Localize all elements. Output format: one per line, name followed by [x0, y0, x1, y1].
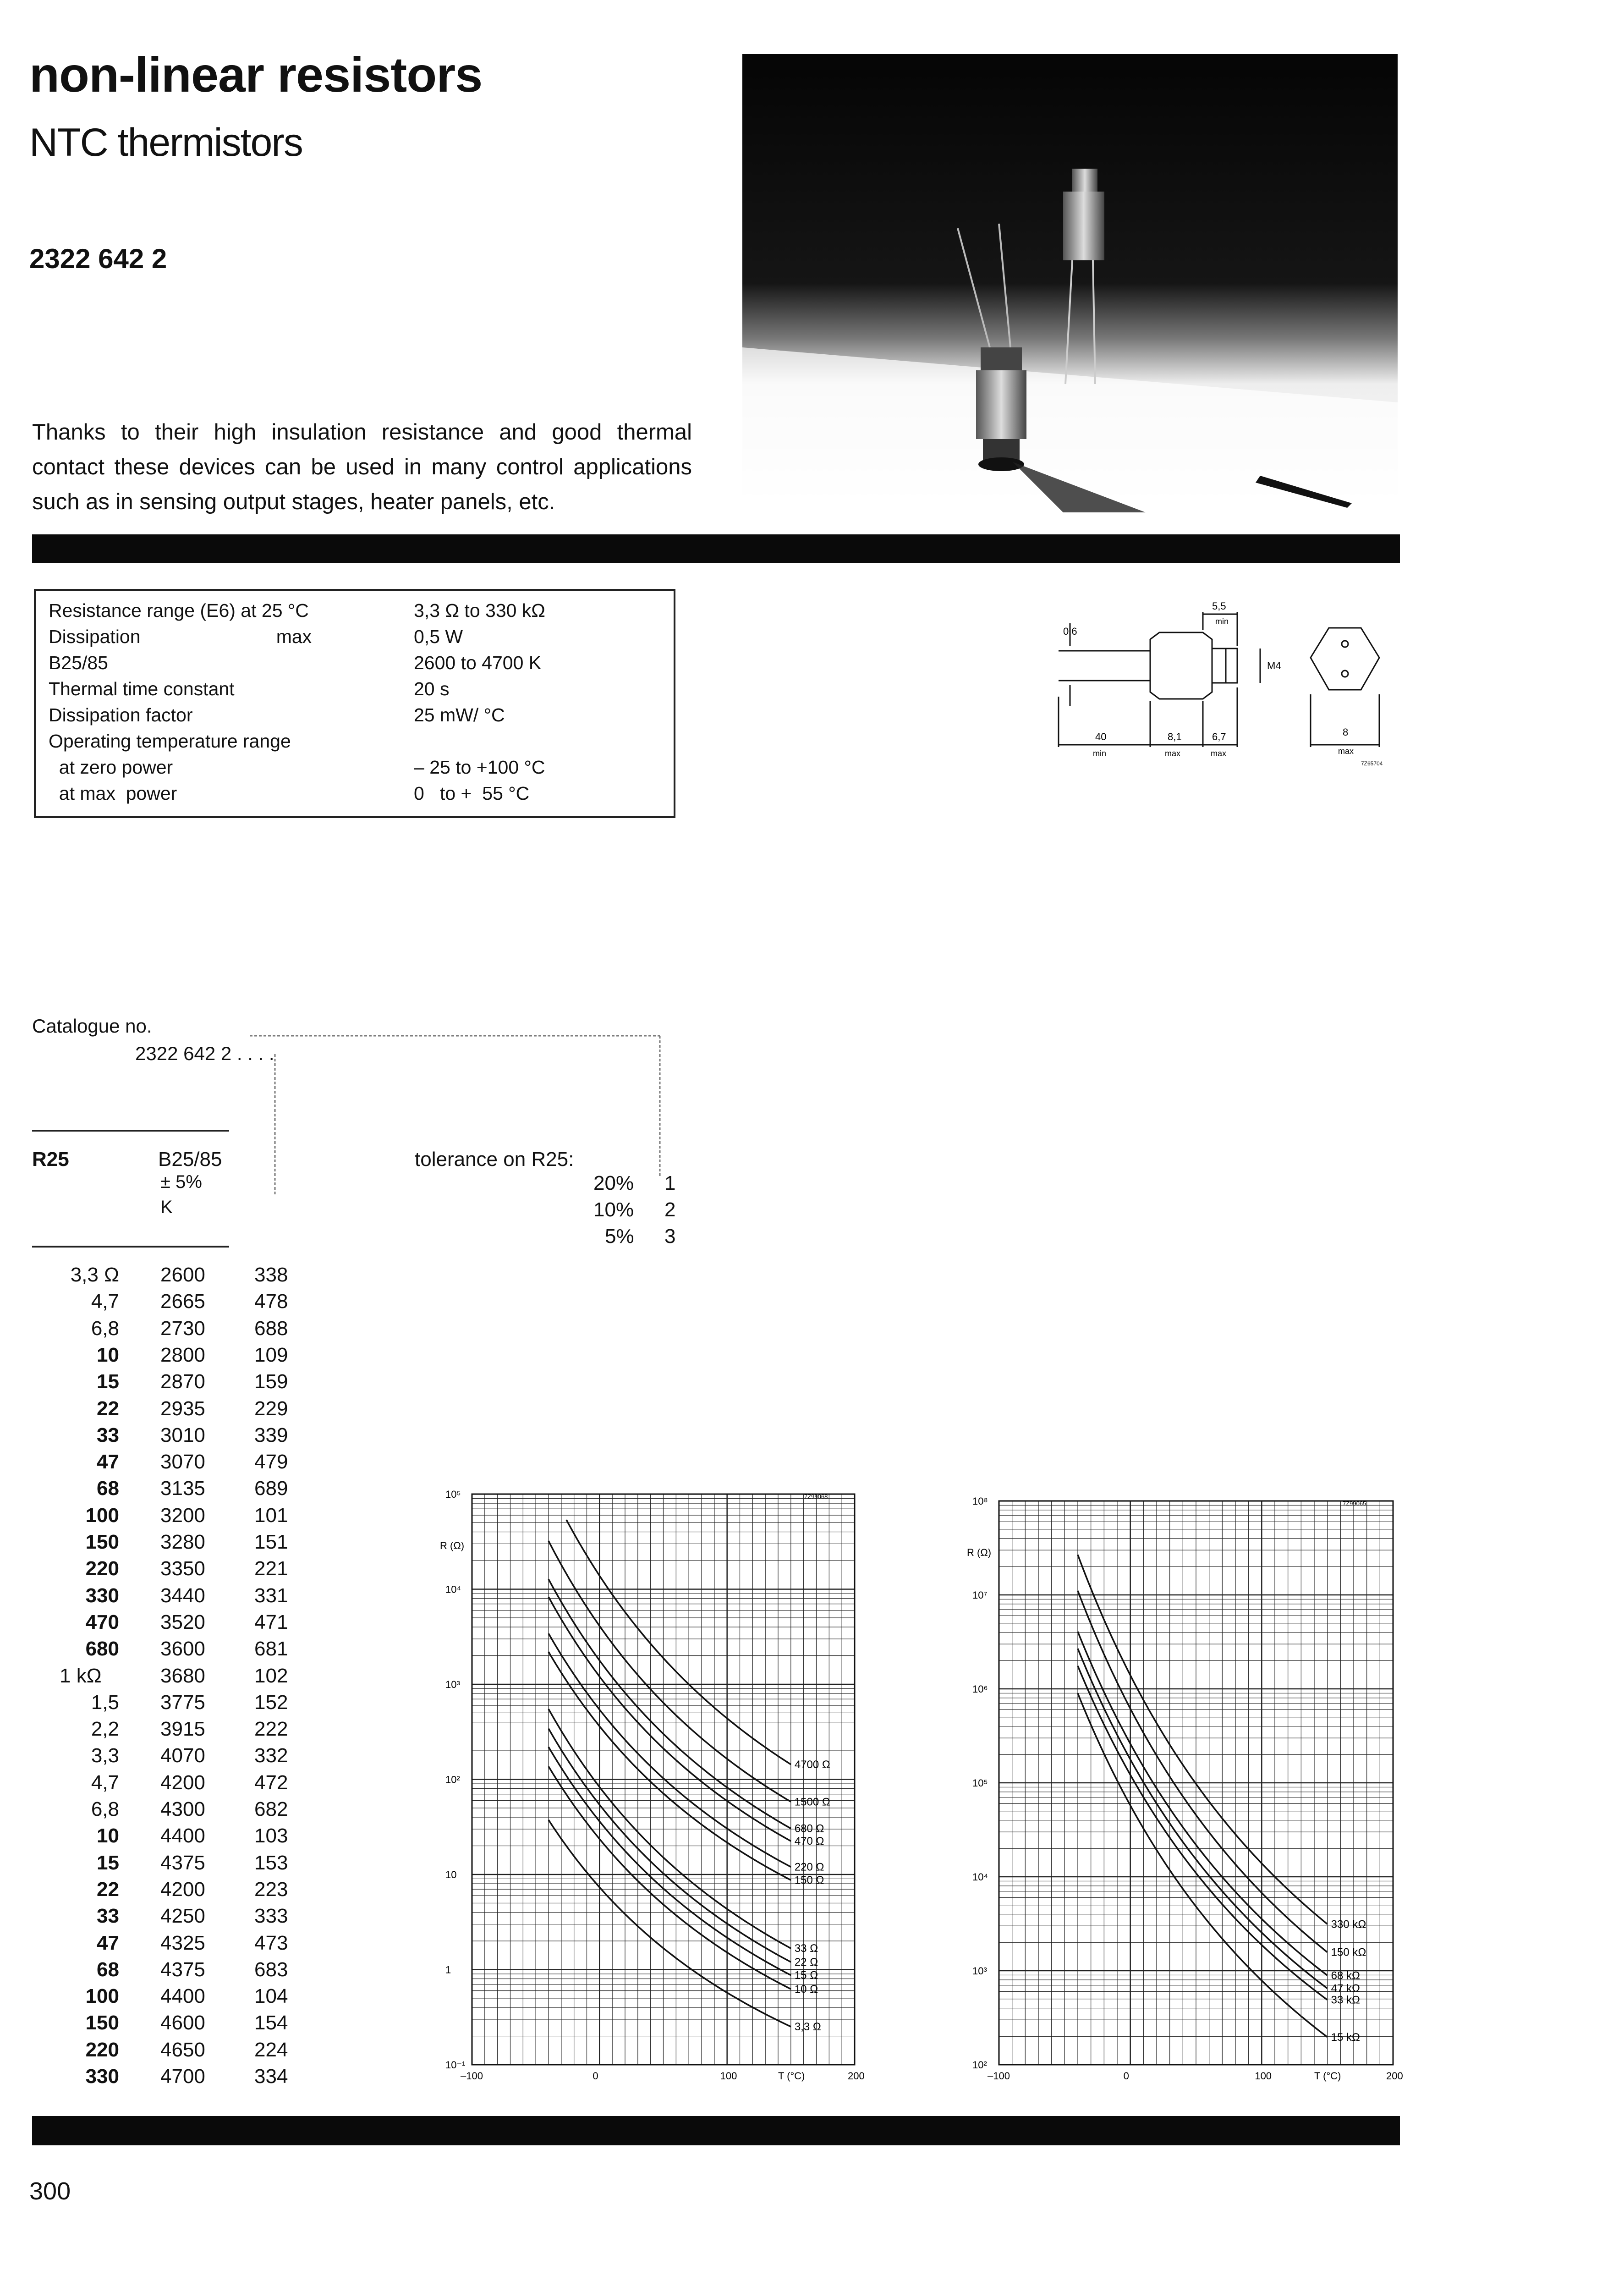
y-axis-label: R (Ω) [440, 1540, 465, 1551]
table-cell-b: 2730 [160, 1317, 205, 1340]
y-tick-label: 10⁵ [445, 1489, 461, 1500]
table-cell-r25: 4,7 [91, 1290, 119, 1313]
table-cell-r25: 3,3 Ω [70, 1264, 119, 1286]
table-cell-r25: 1 kΩ [60, 1664, 102, 1687]
table-cell-r25: 47 [97, 1931, 119, 1954]
table-cell-r25: 68 [97, 1477, 119, 1500]
table-cell-r25: 33 [97, 1905, 119, 1928]
table-cell-r25: 22 [97, 1878, 119, 1901]
y-tick-label: 10⁴ [972, 1871, 988, 1883]
series-line [1078, 1649, 1328, 1989]
x-axis-label: T (°C) [778, 2070, 805, 2082]
table-cell-b: 4250 [160, 1905, 205, 1928]
table-cell-code: 683 [254, 1958, 288, 1981]
table-cell-b: 2870 [160, 1370, 205, 1393]
dim-note: min [1093, 749, 1107, 758]
table-cell-b: 4375 [160, 1851, 205, 1874]
dim-label: 6,7 [1212, 731, 1226, 742]
table-cell-b: 4200 [160, 1771, 205, 1794]
tolerance-pct: 10% [593, 1198, 634, 1221]
part-number: 2322 642 2 [29, 243, 167, 274]
table-cell-code: 109 [254, 1343, 288, 1366]
table-cell-r25: 470 [85, 1610, 119, 1633]
table-cell-b: 3600 [160, 1638, 205, 1660]
table-cell-r25: 100 [85, 1985, 119, 2008]
tolerance-code: 3 [664, 1225, 676, 1248]
series-line [549, 1541, 791, 1802]
table-cell-code: 154 [254, 2012, 288, 2034]
series-label: 150 Ω [794, 1874, 824, 1887]
series-label: 150 kΩ [1331, 1946, 1366, 1959]
table-cell-b: 3915 [160, 1718, 205, 1741]
spec-table [34, 589, 675, 818]
divider-bar [32, 2116, 1400, 2145]
product-photo [742, 54, 1398, 512]
y-tick-label: 10⁴ [445, 1583, 461, 1595]
x-tick-label: 100 [1255, 2070, 1272, 2082]
x-tick-label: 0 [1123, 2070, 1129, 2082]
tolerance-code: 1 [664, 1172, 676, 1194]
table-cell-b: 3010 [160, 1424, 205, 1446]
table-cell-code: 153 [254, 1851, 288, 1874]
series-label: 15 kΩ [1331, 2031, 1360, 2044]
spec-label: Operating temperature range [49, 731, 291, 752]
table-cell-r25: 22 [97, 1397, 119, 1420]
series-label: 220 Ω [794, 1861, 824, 1874]
series-line [549, 1633, 791, 1867]
x-tick-label: –100 [988, 2070, 1010, 2082]
table-cell-r25: 220 [85, 1557, 119, 1580]
tolerance-label: tolerance on R25: [415, 1148, 574, 1171]
table-cell-code: 223 [254, 1878, 288, 1901]
table-cell-r25: 10 [97, 1825, 119, 1847]
table-cell-r25: 47 [97, 1451, 119, 1473]
x-tick-label: –100 [461, 2070, 483, 2082]
table-cell-r25: 4,7 [91, 1771, 119, 1794]
page-title: non-linear resistors [29, 47, 483, 102]
table-cell-code: 221 [254, 1557, 288, 1580]
table-cell-r25: 100 [85, 1504, 119, 1527]
table-cell-b: 2665 [160, 1290, 205, 1313]
series-line [549, 1579, 791, 1829]
intro-text: Thanks to their high insulation resistance and good thermal contact these devices can be used in many control applications such as in sensing output stages, heater panels, etc. [32, 420, 692, 514]
series-line [549, 1597, 791, 1841]
table-cell-code: 101 [254, 1504, 288, 1527]
dim-label: 8,1 [1168, 731, 1182, 742]
table-cell-r25: 680 [85, 1638, 119, 1660]
table-cell-r25: 330 [85, 2065, 119, 2088]
spec-label: at max power [49, 783, 177, 804]
dim-note: min [1215, 617, 1229, 626]
spec-label: Resistance range (E6) at 25 °C [49, 600, 309, 621]
chart-high-range [962, 1473, 1411, 2094]
table-cell-r25: 220 [85, 2038, 119, 2061]
table-cell-b: 3680 [160, 1664, 205, 1687]
dim-note: max [1338, 747, 1354, 756]
table-cell-code: 229 [254, 1397, 288, 1420]
series-label: 3,3 Ω [794, 2021, 821, 2034]
table-cell-code: 471 [254, 1610, 288, 1633]
tolerance-pct: 20% [593, 1172, 634, 1194]
table-cell-code: 151 [254, 1531, 288, 1553]
table-cell-b: 4700 [160, 2065, 205, 2088]
table-cell-r25: 10 [97, 1343, 119, 1366]
col-header-unit: K [160, 1197, 173, 1217]
table-cell-code: 338 [254, 1264, 288, 1286]
x-axis-label: T (°C) [1314, 2070, 1341, 2082]
y-tick-label: 10² [972, 2059, 987, 2071]
spec-value: 0 to + 55 °C [414, 783, 530, 804]
spec-label: B25/85 [49, 652, 108, 673]
x-tick-label: 0 [593, 2070, 598, 2082]
chart-code: 7Z99065 [1343, 1500, 1366, 1507]
spec-value: 0,5 W [414, 626, 463, 647]
table-cell-b: 4400 [160, 1985, 205, 2008]
table-cell-r25: 6,8 [91, 1798, 119, 1820]
table-cell-code: 689 [254, 1477, 288, 1500]
series-label: 22 Ω [794, 1956, 818, 1969]
table-cell-code: 333 [254, 1905, 288, 1928]
y-tick-label: 10³ [445, 1679, 460, 1690]
dim-label: 40 [1095, 731, 1107, 742]
table-cell-code: 334 [254, 2065, 288, 2088]
table-cell-code: 479 [254, 1451, 288, 1473]
table-cell-b: 4325 [160, 1931, 205, 1954]
table-cell-code: 222 [254, 1718, 288, 1741]
table-cell-r25: 330 [85, 1584, 119, 1607]
y-tick-label: 1 [445, 1964, 451, 1976]
series-label: 330 kΩ [1331, 1918, 1366, 1931]
table-cell-b: 3440 [160, 1584, 205, 1607]
x-tick-label: 100 [720, 2070, 737, 2082]
table-cell-code: 159 [254, 1370, 288, 1393]
table-cell-code: 332 [254, 1744, 288, 1767]
series-label: 33 Ω [794, 1942, 818, 1955]
table-cell-b: 3135 [160, 1477, 205, 1500]
table-cell-b: 4600 [160, 2012, 205, 2034]
dimension-drawing [1045, 596, 1411, 779]
table-cell-code: 339 [254, 1424, 288, 1446]
dim-note: max [1165, 749, 1181, 758]
catalogue-label: Catalogue no. [32, 1015, 152, 1037]
series-label: 15 Ω [794, 1969, 818, 1982]
y-tick-label: 10⁵ [972, 1777, 988, 1789]
spec-value: 2600 to 4700 K [414, 652, 542, 673]
spec-label: at zero power [49, 757, 173, 778]
y-tick-label: 10⁸ [972, 1495, 988, 1507]
series-label: 4700 Ω [794, 1758, 830, 1771]
table-cell-code: 102 [254, 1664, 288, 1687]
dim-label: 0.6 [1063, 626, 1077, 637]
table-cell-b: 4650 [160, 2038, 205, 2061]
x-tick-label: 200 [848, 2070, 865, 2082]
table-cell-code: 152 [254, 1691, 288, 1714]
page-number: 300 [29, 2177, 71, 2205]
x-tick-label: 200 [1386, 2070, 1403, 2082]
series-label: 47 kΩ [1331, 1982, 1360, 1995]
series-label: 10 Ω [794, 1983, 818, 1996]
dim-label: M4 [1267, 660, 1281, 671]
series-label: 1500 Ω [794, 1796, 830, 1808]
table-cell-b: 3520 [160, 1610, 205, 1633]
table-cell-r25: 6,8 [91, 1317, 119, 1340]
table-cell-r25: 2,2 [91, 1718, 119, 1741]
spec-label: Thermal time constant [49, 678, 235, 699]
tolerance-pct: 5% [605, 1225, 634, 1248]
spec-value: 25 mW/ °C [414, 704, 505, 726]
series-line [549, 1820, 791, 2027]
col-header-tol: ± 5% [160, 1172, 202, 1192]
spec-label: Dissipation max [49, 626, 312, 647]
table-cell-b: 4400 [160, 1825, 205, 1847]
spec-label: Dissipation factor [49, 704, 193, 726]
table-cell-b: 2935 [160, 1397, 205, 1420]
y-tick-label: 10 [445, 1869, 457, 1880]
spec-value: 3,3 Ω to 330 kΩ [414, 600, 545, 621]
table-cell-r25: 150 [85, 1531, 119, 1553]
table-cell-b: 4070 [160, 1744, 205, 1767]
table-cell-b: 2600 [160, 1264, 205, 1286]
drawing-code: 7Z65704 [1361, 760, 1383, 767]
table-cell-code: 473 [254, 1931, 288, 1954]
y-tick-label: 10⁻¹ [445, 2059, 466, 2071]
table-cell-b: 4375 [160, 1958, 205, 1981]
table-rule [32, 1246, 229, 1248]
y-tick-label: 10² [445, 1774, 460, 1786]
table-cell-b: 4200 [160, 1878, 205, 1901]
col-header-r25: R25 [32, 1148, 69, 1171]
table-cell-b: 4300 [160, 1798, 205, 1820]
table-cell-code: 331 [254, 1584, 288, 1607]
table-cell-r25: 15 [97, 1851, 119, 1874]
table-cell-r25: 33 [97, 1424, 119, 1446]
table-cell-b: 3775 [160, 1691, 205, 1714]
dim-label: 8 [1343, 726, 1349, 738]
tolerance-code: 2 [664, 1198, 676, 1221]
table-cell-b: 3280 [160, 1531, 205, 1553]
table-cell-r25: 15 [97, 1370, 119, 1393]
y-axis-label: R (Ω) [967, 1547, 992, 1558]
table-cell-code: 478 [254, 1290, 288, 1313]
y-tick-label: 10³ [972, 1965, 987, 1977]
series-label: 680 Ω [794, 1822, 824, 1835]
chart-low-range [440, 1467, 880, 2094]
table-cell-r25: 68 [97, 1958, 119, 1981]
series-label: 470 Ω [794, 1835, 824, 1848]
table-cell-code: 224 [254, 2038, 288, 2061]
table-cell-r25: 150 [85, 2012, 119, 2034]
table-cell-r25: 3,3 [91, 1744, 119, 1767]
table-cell-code: 688 [254, 1317, 288, 1340]
table-cell-code: 103 [254, 1825, 288, 1847]
spec-value: – 25 to +100 °C [414, 757, 545, 778]
table-cell-b: 3070 [160, 1451, 205, 1473]
table-cell-b: 3200 [160, 1504, 205, 1527]
chart-code: 7Z99068 [804, 1493, 828, 1500]
table-cell-r25: 1,5 [91, 1691, 119, 1714]
table-cell-code: 681 [254, 1638, 288, 1660]
y-tick-label: 10⁶ [972, 1683, 988, 1695]
dim-label: 5,5 [1212, 600, 1226, 612]
series-label: 33 kΩ [1331, 1994, 1360, 2006]
page-subtitle: NTC thermistors [29, 121, 302, 165]
spec-value: 20 s [414, 678, 450, 699]
col-header-b: B25/85 [158, 1148, 222, 1171]
series-label: 68 kΩ [1331, 1969, 1360, 1982]
table-cell-b: 3350 [160, 1557, 205, 1580]
table-cell-code: 104 [254, 1985, 288, 2008]
catalogue-number: 2322 642 2 . . . . [135, 1043, 274, 1064]
y-tick-label: 10⁷ [972, 1589, 988, 1601]
table-rule [32, 1130, 229, 1132]
table-cell-code: 682 [254, 1798, 288, 1820]
dim-note: max [1211, 749, 1227, 758]
table-cell-code: 472 [254, 1771, 288, 1794]
divider-bar [32, 534, 1400, 563]
table-cell-b: 2800 [160, 1343, 205, 1366]
